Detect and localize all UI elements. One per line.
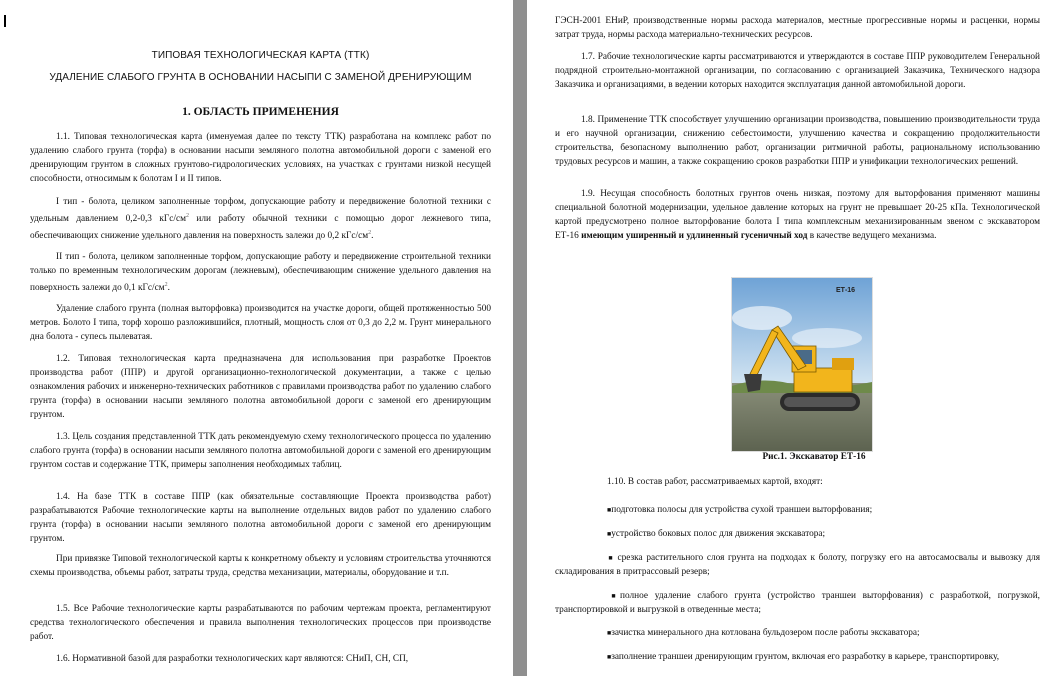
- paragraph: Удаление слабого грунта (полная выторфовка) производится на участке дороги, общей протяженностью 500 метров. Болото I типа, торф хорошо разложившийся, плотный, мощность слоя от 0,3 до 2,2 м. Грунт минерального дна болота - супесь пылеватая.: [30, 304, 491, 342]
- paragraph: 1.1. Типовая технологическая карта (именуемая далее по тексту ТТК) разработана на комплекс работ по удалению слабого грунта (торфа) в основании насыпи земляного полотна автомобильной дороги с заменой его дренирующим грунтом в сложных грунтово-гидрологических условиях, на участках с грунтами низкой несущей способности, относимым к болотам I и II типов.: [30, 132, 491, 184]
- bullet-icon: ■: [607, 592, 621, 600]
- figure-label: ЕТ-16: [836, 287, 856, 294]
- paragraph: II тип - болота, целиком заполненные торфом, допускающие работу и передвижение строительной техники только по временным технологическим дорогам (лежневым), обеспечивающим снижение удельного давления на поверхность залежи до 0,1 кГс/$см^2$.: [30, 252, 491, 294]
- list-item: ■заполнение траншеи дренирующим грунтом, включая его разработку в карьере, транспортировку,: [607, 652, 1000, 662]
- page-gutter: [513, 0, 527, 676]
- paragraph: 1.9. Несущая способность болотных грунтов очень низкая, поэтому для выторфования применяют машины специальной болотной модернизации, удельное давление которых на грунт не превышает 20-25 кПа. Технологической картой предусмотрено полное выторфование болота I типа комплексным механизированным звеном с экскаватором ЕТ-16 имеющим уширенный и удлиненный гусеничный ход в качестве ведущего механизма.: [555, 189, 1040, 241]
- paragraph: 1.2. Типовая технологическая карта предназначена для использования при разработке Проектов производства работ (ППР) и другой организационно-технологической документации, а также с целью ознакомления рабочих и инженерно-технических работников с правилами производства работ по удалению слабого грунта (торфа) в основании насыпи земляного полотна автомобильной дороги с заменой его дренирующим грунтом.: [30, 354, 491, 420]
- bullet-icon: ■: [607, 653, 612, 661]
- bullet-icon: ■: [607, 554, 614, 562]
- paragraph: ГЭСН-2001 ЕНиР, производственные нормы расхода материалов, местные прогрессивные нормы и расценки, нормы затрат труда, нормы расхода материально-технических ресурсов.: [555, 16, 1040, 40]
- bullet-icon: ■: [607, 629, 612, 637]
- paragraph: 1.8. Применение ТТК способствует улучшению организации производства, повышению производительности труда и его научной организации, снижению себестоимости, улучшению качества и сокращению продолжительности строительства, безопасному выполнению работ, организации ритмичной работы, рациональному использованию трудовых ресурсов и машин, а также сокращению сроков разработки ППР и унификации технологических решений.: [555, 115, 1040, 167]
- paragraph: I тип - болота, целиком заполненные торфом, допускающие работу и передвижение болотной техники с удельным давлением 0,2-0,3 кГс/$см^2$ или работу обычной техники с помощью дорог лежневого типа, обеспечивающих снижение удельного давления на поверхность залежи до 0,2 кГс/$см^2$.: [30, 197, 491, 242]
- bullet-icon: ■: [607, 530, 612, 538]
- paragraph: 1.3. Цель создания представленной ТТК дать рекомендуемую схему технологического процесса по удалению слабого грунта (торфа) в основании насыпи земляного полотна автомобильной дороги с заменой его дренирующим грунтом состав и содержание ТТК, примеры заполнения необходимых таблиц.: [30, 432, 491, 470]
- list-item: ■ срезка растительного слоя грунта на подходах к болоту, погрузку его на автосамосвалы и вывозку для складирования в притрассовый резерв;: [555, 553, 1040, 577]
- list-item: ■зачистка минерального дна котлована бульдозером после работы экскаватора;: [607, 628, 920, 638]
- document-subtitle: УДАЛЕНИЕ СЛАБОГО ГРУНТА В ОСНОВАНИИ НАСЫПИ С ЗАМЕНОЙ ДРЕНИРУЮЩИМ: [49, 72, 472, 83]
- excavator-figure: [731, 277, 873, 452]
- paragraph: 1.5. Все Рабочие технологические карты разрабатываются по рабочим чертежам проекта, регламентируют средства технологического обеспечения и правила выполнения технологических процессов при производстве работ.: [30, 604, 491, 642]
- paragraph: При привязке Типовой технологической карты к конкретному объекту и условиям строительства уточняются схемы производства, объемы работ, затраты труда, средства механизации, материалы, оборудование и т.п.: [30, 554, 491, 578]
- figure-caption: Рис.1. Экскаватор ЕТ-16: [762, 452, 866, 462]
- list-item: ■полное удаление слабого грунта (устройство траншеи выторфования) с разработкой, погрузкой, транспортировкой и выгрузкой в отведенные места;: [555, 591, 1040, 615]
- document-page-right: [527, 0, 1048, 676]
- list-item: ■подготовка полосы для устройства сухой траншеи выторфования;: [607, 505, 873, 515]
- bullet-icon: ■: [607, 506, 612, 514]
- paragraph: 1.6. Нормативной базой для разработки технологических карт являются: СНиП, СН, СП,: [56, 654, 409, 664]
- paragraph: 1.7. Рабочие технологические карты рассматриваются и утверждаются в составе ППР руководителем Генеральной подрядной строительно-монтажной организации, по согласованию с организацией Заказчика, Технического надзора Заказчика и организациями, в ведении которых находится эксплуатация данной автомобильной дороги.: [555, 52, 1040, 90]
- paragraph: 1.4. На базе ТТК в составе ППР (как обязательные составляющие Проекта производства работ) разрабатываются Рабочие технологические карты на выполнение отдельных видов работ по удалению слабого грунта (торфа) в основании насыпи земляного полотна автомобильной дороги с заменой его дренирующим грунтом.: [30, 492, 491, 544]
- paragraph: 1.10. В состав работ, рассматриваемых картой, входят:: [607, 477, 823, 487]
- list-item: ■устройство боковых полос для движения экскаватора;: [607, 529, 826, 539]
- document-title: ТИПОВАЯ ТЕХНОЛОГИЧЕСКАЯ КАРТА (ТТК): [151, 50, 370, 61]
- excavator-image: [732, 278, 872, 451]
- text-cursor: [4, 15, 6, 27]
- document-page-left: [0, 0, 513, 676]
- section-heading: 1. ОБЛАСТЬ ПРИМЕНЕНИЯ: [182, 106, 339, 118]
